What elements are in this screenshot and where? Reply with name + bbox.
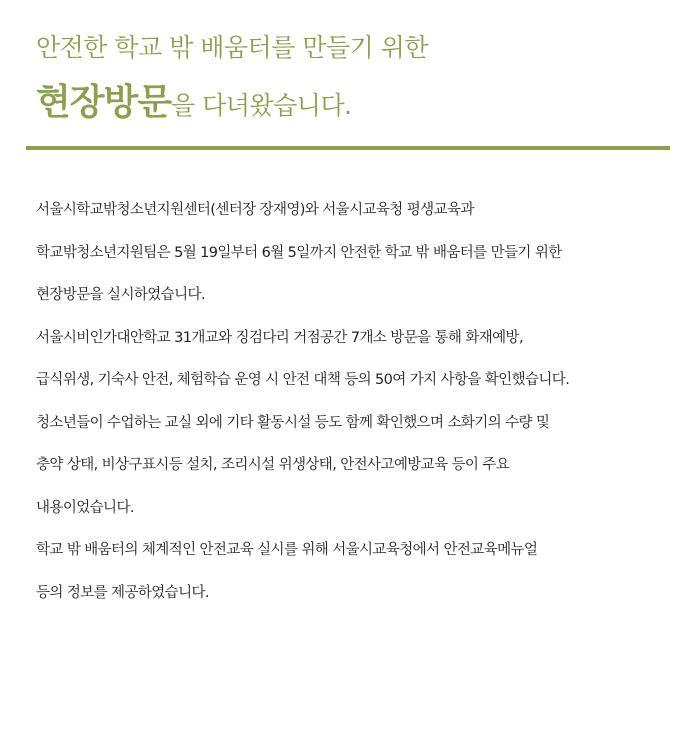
body-line: 학교밖청소년지원팀은 5월 19일부터 6월 5일까지 안전한 학교 밖 배움터를 만들기 위한 bbox=[36, 244, 562, 261]
title-emphasis: 현장방문 bbox=[36, 82, 172, 123]
title-block bbox=[36, 28, 672, 132]
body-line: 현장방문을 실시하였습니다. bbox=[36, 287, 205, 303]
body-line: 등의 정보를 제공하였습니다. bbox=[36, 584, 209, 601]
body-line: 학교 밖 배움터의 체계적인 안전교육 실시를 위해 서울시교육청에서 안전교육메뉴얼 bbox=[36, 542, 538, 558]
body-line: 급식위생, 기숙사 안전, 체험학습 운영 시 안전 대책 등의 50여 가지 사항을 확인했습니다. bbox=[36, 372, 570, 388]
body-line: 내용이었습니다. bbox=[36, 499, 134, 516]
article-body bbox=[36, 200, 666, 625]
title-rest: 을 다녀왔습니다. bbox=[171, 91, 352, 120]
body-line: 서울시비인가대안학교 31개교와 징검다리 거점공간 7개소 방문을 통해 화재예방, bbox=[36, 329, 523, 346]
body-line: 충약 상태, 비상구표시등 설치, 조리시설 위생상태, 안전사고예방교육 등이 주요 bbox=[36, 457, 510, 473]
body-line: 청소년들이 수업하는 교실 외에 기타 활동시설 등도 함께 확인했으며 소화기의 수량 및 bbox=[36, 414, 550, 431]
body-line: 서울시학교밖청소년지원센터(센터장 장재영)와 서울시교육청 평생교육과 bbox=[36, 202, 474, 218]
title-divider bbox=[26, 146, 670, 150]
title-line-2 bbox=[36, 80, 672, 132]
title-line-1: 안전한 학교 밖 배움터를 만들기 위한 bbox=[36, 33, 428, 62]
